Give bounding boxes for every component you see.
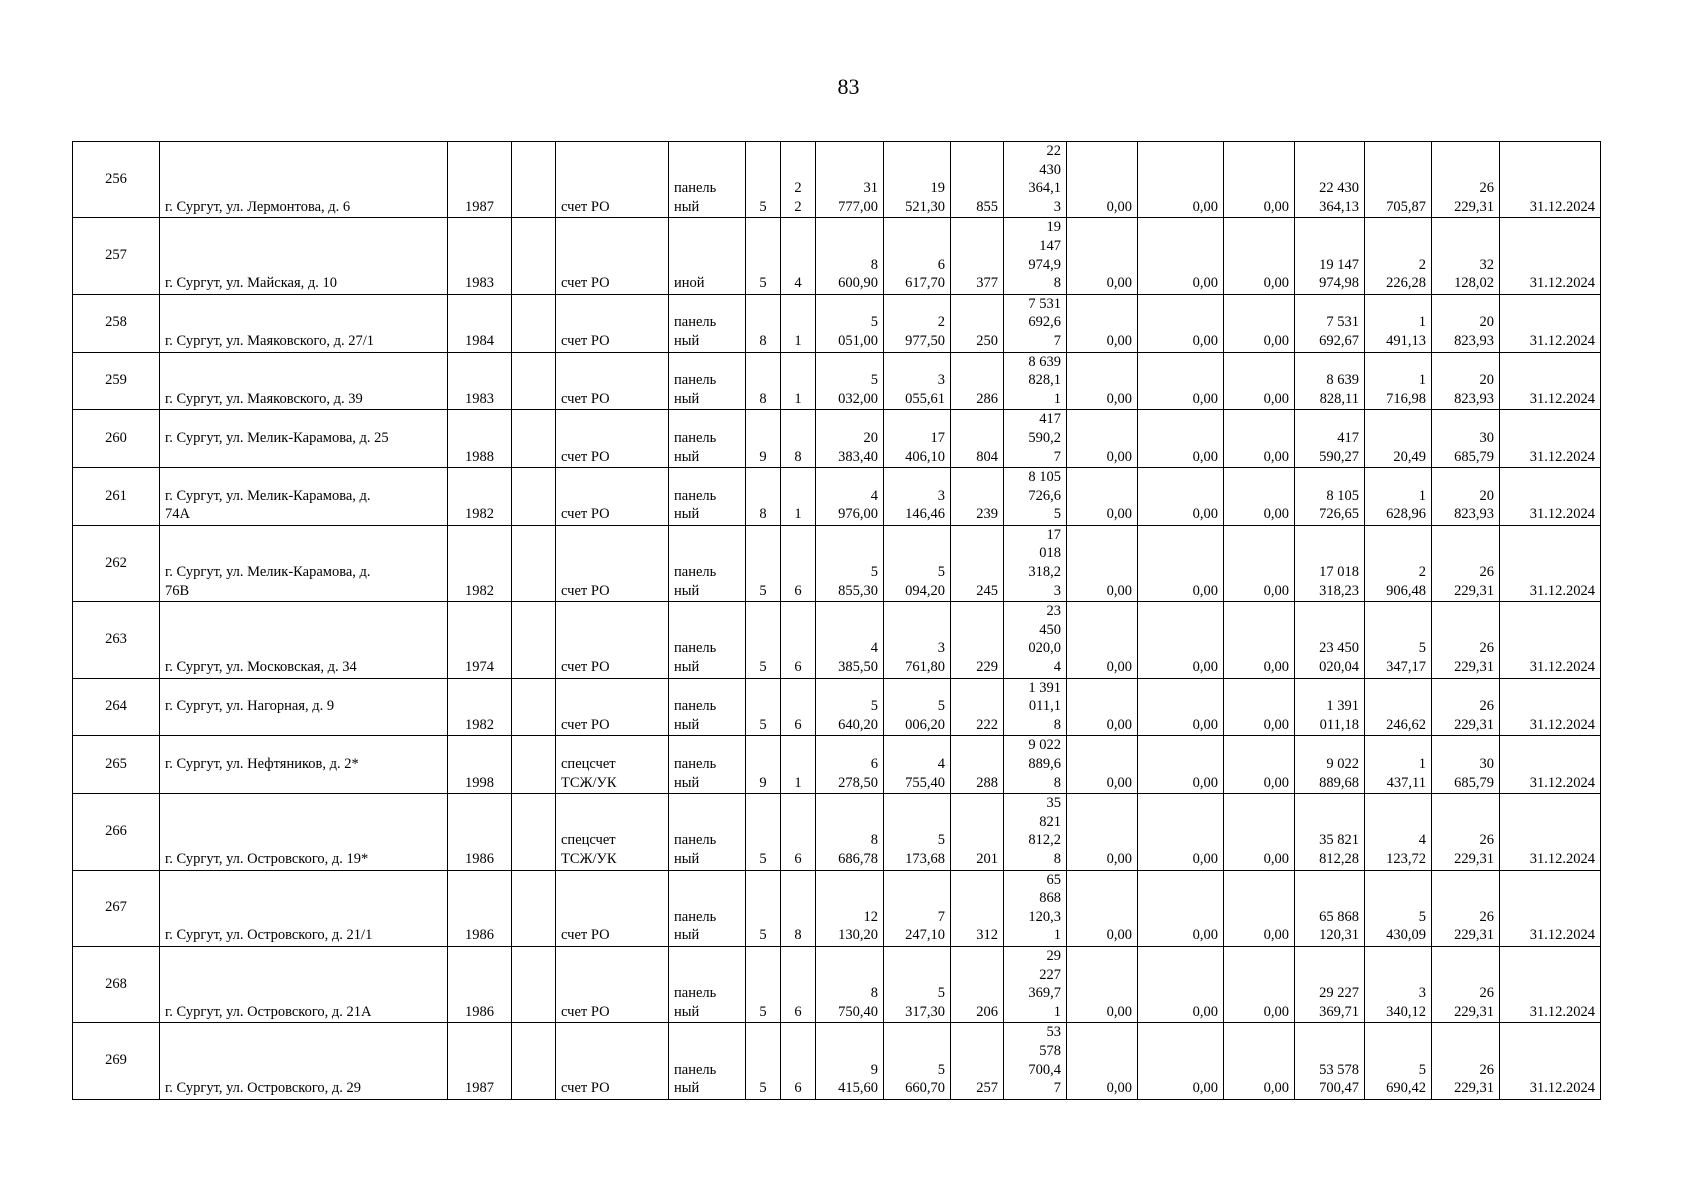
address-cell: г. Сургут, ул. Нефтяников, д. 2* [160,736,448,794]
owners-cost-cell: 417 590,27 [1295,410,1365,468]
fund-value-cell: 0,00 [1224,946,1295,1022]
row-number: 258 [73,294,160,352]
residents-cell: 288 [951,736,1004,794]
row-number: 268 [73,946,160,1022]
deadline-cell: 31.12.2024 [1500,410,1601,468]
row-number: 259 [73,352,160,410]
total-area-cell: 31 777,00 [816,142,884,218]
address-cell: г. Сургут, ул. Мелик-Карамова, д. 76В [160,525,448,601]
empty-cell [512,468,556,526]
cost-per-m2-cell: 1 628,96 [1365,468,1432,526]
empty-cell [512,736,556,794]
owners-cost-cell: 8 639 828,11 [1295,352,1365,410]
fund-value-cell: 0,00 [1138,736,1224,794]
wall-material-cell: панель ный [669,410,746,468]
fund-value-cell: 0,00 [1067,602,1138,678]
fund-value-cell: 0,00 [1067,468,1138,526]
empty-cell [512,218,556,294]
address-cell: г. Сургут, ул. Островского, д. 29 [160,1023,448,1099]
residents-cell: 229 [951,602,1004,678]
empty-cell [512,870,556,946]
living-area-cell: 6 617,70 [884,218,951,294]
address-cell: г. Сургут, ул. Майская, д. 10 [160,218,448,294]
entrances-cell: 6 [781,602,816,678]
account-type-cell: счет РО [556,142,669,218]
total-cost-cell: 9 022 889,6 8 [1004,736,1067,794]
living-area-cell: 2 977,50 [884,294,951,352]
table-row [73,352,1601,410]
year-cell: 1987 [448,142,512,218]
address-cell: г. Сургут, ул. Нагорная, д. 9 [160,678,448,736]
owners-cost-cell: 35 821 812,28 [1295,794,1365,870]
cost-per-m2-cell: 246,62 [1365,678,1432,736]
residents-cell: 201 [951,794,1004,870]
wall-material-cell: панель ный [669,678,746,736]
deadline-cell: 31.12.2024 [1500,218,1601,294]
cost-per-m2-cell: 5 430,09 [1365,870,1432,946]
residents-cell: 239 [951,468,1004,526]
table-row [73,602,1601,678]
deadline-cell: 31.12.2024 [1500,946,1601,1022]
entrances-cell: 1 [781,736,816,794]
fund-value-cell: 0,00 [1224,678,1295,736]
table-row [73,142,1601,218]
cost-per-m2-cell: 4 123,72 [1365,794,1432,870]
residents-cell: 245 [951,525,1004,601]
deadline-cell: 31.12.2024 [1500,468,1601,526]
total-area-cell: 6 278,50 [816,736,884,794]
fund-value-cell: 0,00 [1067,294,1138,352]
deadline-cell: 31.12.2024 [1500,1023,1601,1099]
account-type-cell: счет РО [556,946,669,1022]
empty-cell [512,294,556,352]
wall-material-cell: панель ный [669,1023,746,1099]
total-cost-cell: 8 639 828,1 1 [1004,352,1067,410]
housing-registry-table [72,141,1601,1100]
deadline-cell: 31.12.2024 [1500,602,1601,678]
entrances-cell: 8 [781,410,816,468]
total-cost-cell: 23 450 020,0 4 [1004,602,1067,678]
table-row [73,794,1601,870]
floors-cell: 8 [746,352,781,410]
account-type-cell: счет РО [556,410,669,468]
table-row [73,736,1601,794]
owners-cost-cell: 65 868 120,31 [1295,870,1365,946]
residents-cell: 250 [951,294,1004,352]
living-area-cell: 5 660,70 [884,1023,951,1099]
cost-per-m2-cell: 3 340,12 [1365,946,1432,1022]
living-area-cell: 3 761,80 [884,602,951,678]
fund-value-cell: 0,00 [1138,294,1224,352]
owners-cost-cell: 29 227 369,71 [1295,946,1365,1022]
row-number: 267 [73,870,160,946]
total-area-cell: 5 032,00 [816,352,884,410]
floors-cell: 9 [746,410,781,468]
cost-per-m2-cell: 2 906,48 [1365,525,1432,601]
empty-cell [512,946,556,1022]
fund-value-cell: 0,00 [1224,602,1295,678]
floors-cell: 5 [746,525,781,601]
fund-value-cell: 0,00 [1224,142,1295,218]
row-number: 256 [73,142,160,218]
owners-cost-cell: 23 450 020,04 [1295,602,1365,678]
floors-cell: 5 [746,1023,781,1099]
floors-cell: 5 [746,678,781,736]
total-area-cell: 8 686,78 [816,794,884,870]
limit-per-m2-cell: 32 128,02 [1432,218,1500,294]
empty-cell [512,352,556,410]
fund-value-cell: 0,00 [1138,142,1224,218]
wall-material-cell: панель ный [669,794,746,870]
table-row [73,1023,1601,1099]
limit-per-m2-cell: 20 823,93 [1432,352,1500,410]
year-cell: 1983 [448,352,512,410]
total-area-cell: 4 385,50 [816,602,884,678]
account-type-cell: счет РО [556,468,669,526]
entrances-cell: 6 [781,946,816,1022]
account-type-cell: счет РО [556,525,669,601]
total-cost-cell: 35 821 812,2 8 [1004,794,1067,870]
wall-material-cell: панель ный [669,602,746,678]
fund-value-cell: 0,00 [1224,794,1295,870]
cost-per-m2-cell: 1 437,11 [1365,736,1432,794]
owners-cost-cell: 53 578 700,47 [1295,1023,1365,1099]
owners-cost-cell: 1 391 011,18 [1295,678,1365,736]
entrances-cell: 6 [781,678,816,736]
row-number: 264 [73,678,160,736]
year-cell: 1974 [448,602,512,678]
total-area-cell: 5 855,30 [816,525,884,601]
empty-cell [512,1023,556,1099]
living-area-cell: 3 055,61 [884,352,951,410]
address-cell: г. Сургут, ул. Маяковского, д. 39 [160,352,448,410]
living-area-cell: 5 173,68 [884,794,951,870]
table-row [73,525,1601,601]
fund-value-cell: 0,00 [1067,142,1138,218]
living-area-cell: 5 094,20 [884,525,951,601]
floors-cell: 8 [746,468,781,526]
address-cell: г. Сургут, ул. Островского, д. 21А [160,946,448,1022]
fund-value-cell: 0,00 [1067,794,1138,870]
fund-value-cell: 0,00 [1067,410,1138,468]
total-cost-cell: 29 227 369,7 1 [1004,946,1067,1022]
year-cell: 1986 [448,870,512,946]
entrances-cell: 6 [781,794,816,870]
empty-cell [512,602,556,678]
residents-cell: 257 [951,1023,1004,1099]
residents-cell: 286 [951,352,1004,410]
limit-per-m2-cell: 26 229,31 [1432,678,1500,736]
fund-value-cell: 0,00 [1067,736,1138,794]
table-row [73,870,1601,946]
limit-per-m2-cell: 26 229,31 [1432,602,1500,678]
wall-material-cell: панель ный [669,142,746,218]
cost-per-m2-cell: 1 716,98 [1365,352,1432,410]
fund-value-cell: 0,00 [1067,870,1138,946]
total-area-cell: 9 415,60 [816,1023,884,1099]
table-row [73,468,1601,526]
fund-value-cell: 0,00 [1067,525,1138,601]
total-area-cell: 5 051,00 [816,294,884,352]
wall-material-cell: панель ный [669,525,746,601]
residents-cell: 855 [951,142,1004,218]
fund-value-cell: 0,00 [1138,602,1224,678]
fund-value-cell: 0,00 [1138,352,1224,410]
fund-value-cell: 0,00 [1224,294,1295,352]
year-cell: 1988 [448,410,512,468]
deadline-cell: 31.12.2024 [1500,525,1601,601]
cost-per-m2-cell: 5 347,17 [1365,602,1432,678]
deadline-cell: 31.12.2024 [1500,352,1601,410]
total-cost-cell: 53 578 700,4 7 [1004,1023,1067,1099]
fund-value-cell: 0,00 [1067,218,1138,294]
address-cell: г. Сургут, ул. Мелик-Карамова, д. 74А [160,468,448,526]
year-cell: 1982 [448,678,512,736]
owners-cost-cell: 9 022 889,68 [1295,736,1365,794]
fund-value-cell: 0,00 [1138,218,1224,294]
limit-per-m2-cell: 26 229,31 [1432,946,1500,1022]
limit-per-m2-cell: 30 685,79 [1432,410,1500,468]
total-area-cell: 4 976,00 [816,468,884,526]
fund-value-cell: 0,00 [1138,468,1224,526]
living-area-cell: 7 247,10 [884,870,951,946]
year-cell: 1984 [448,294,512,352]
fund-value-cell: 0,00 [1224,218,1295,294]
wall-material-cell: иной [669,218,746,294]
fund-value-cell: 0,00 [1224,352,1295,410]
deadline-cell: 31.12.2024 [1500,142,1601,218]
fund-value-cell: 0,00 [1138,678,1224,736]
owners-cost-cell: 17 018 318,23 [1295,525,1365,601]
fund-value-cell: 0,00 [1138,410,1224,468]
deadline-cell: 31.12.2024 [1500,678,1601,736]
year-cell: 1986 [448,794,512,870]
living-area-cell: 3 146,46 [884,468,951,526]
fund-value-cell: 0,00 [1138,794,1224,870]
empty-cell [512,794,556,870]
wall-material-cell: панель ный [669,946,746,1022]
floors-cell: 9 [746,736,781,794]
fund-value-cell: 0,00 [1224,870,1295,946]
residents-cell: 312 [951,870,1004,946]
year-cell: 1982 [448,525,512,601]
total-cost-cell: 8 105 726,6 5 [1004,468,1067,526]
entrances-cell: 4 [781,218,816,294]
living-area-cell: 19 521,30 [884,142,951,218]
entrances-cell: 6 [781,1023,816,1099]
total-cost-cell: 417 590,2 7 [1004,410,1067,468]
total-area-cell: 12 130,20 [816,870,884,946]
row-number: 265 [73,736,160,794]
entrances-cell: 1 [781,352,816,410]
cost-per-m2-cell: 705,87 [1365,142,1432,218]
residents-cell: 206 [951,946,1004,1022]
year-cell: 1987 [448,1023,512,1099]
residents-cell: 377 [951,218,1004,294]
total-area-cell: 8 600,90 [816,218,884,294]
limit-per-m2-cell: 30 685,79 [1432,736,1500,794]
row-number: 266 [73,794,160,870]
entrances-cell: 8 [781,870,816,946]
floors-cell: 5 [746,794,781,870]
total-cost-cell: 65 868 120,3 1 [1004,870,1067,946]
account-type-cell: счет РО [556,870,669,946]
year-cell: 1986 [448,946,512,1022]
entrances-cell: 6 [781,525,816,601]
fund-value-cell: 0,00 [1067,946,1138,1022]
limit-per-m2-cell: 20 823,93 [1432,294,1500,352]
limit-per-m2-cell: 20 823,93 [1432,468,1500,526]
empty-cell [512,678,556,736]
empty-cell [512,410,556,468]
wall-material-cell: панель ный [669,736,746,794]
limit-per-m2-cell: 26 229,31 [1432,870,1500,946]
living-area-cell: 5 317,30 [884,946,951,1022]
total-area-cell: 20 383,40 [816,410,884,468]
deadline-cell: 31.12.2024 [1500,794,1601,870]
fund-value-cell: 0,00 [1224,410,1295,468]
limit-per-m2-cell: 26 229,31 [1432,1023,1500,1099]
limit-per-m2-cell: 26 229,31 [1432,142,1500,218]
account-type-cell: счет РО [556,602,669,678]
account-type-cell: счет РО [556,218,669,294]
total-cost-cell: 19 147 974,9 8 [1004,218,1067,294]
wall-material-cell: панель ный [669,468,746,526]
deadline-cell: 31.12.2024 [1500,736,1601,794]
account-type-cell: счет РО [556,294,669,352]
total-cost-cell: 7 531 692,6 7 [1004,294,1067,352]
owners-cost-cell: 7 531 692,67 [1295,294,1365,352]
floors-cell: 5 [746,142,781,218]
address-cell: г. Сургут, ул. Мелик-Карамова, д. 25 [160,410,448,468]
table-body [73,142,1601,1100]
residents-cell: 222 [951,678,1004,736]
fund-value-cell: 0,00 [1224,525,1295,601]
account-type-cell: счет РО [556,352,669,410]
empty-cell [512,142,556,218]
cost-per-m2-cell: 20,49 [1365,410,1432,468]
fund-value-cell: 0,00 [1138,870,1224,946]
address-cell: г. Сургут, ул. Московская, д. 34 [160,602,448,678]
total-cost-cell: 17 018 318,2 3 [1004,525,1067,601]
floors-cell: 5 [746,870,781,946]
total-cost-cell: 22 430 364,1 3 [1004,142,1067,218]
account-type-cell: спецсчет ТСЖ/УК [556,736,669,794]
total-area-cell: 8 750,40 [816,946,884,1022]
cost-per-m2-cell: 5 690,42 [1365,1023,1432,1099]
fund-value-cell: 0,00 [1138,525,1224,601]
entrances-cell: 1 [781,294,816,352]
fund-value-cell: 0,00 [1224,1023,1295,1099]
floors-cell: 5 [746,218,781,294]
deadline-cell: 31.12.2024 [1500,870,1601,946]
owners-cost-cell: 22 430 364,13 [1295,142,1365,218]
address-cell: г. Сургут, ул. Маяковского, д. 27/1 [160,294,448,352]
fund-value-cell: 0,00 [1224,468,1295,526]
wall-material-cell: панель ный [669,352,746,410]
entrances-cell: 1 [781,468,816,526]
table-row [73,678,1601,736]
year-cell: 1998 [448,736,512,794]
floors-cell: 8 [746,294,781,352]
table-row [73,294,1601,352]
living-area-cell: 4 755,40 [884,736,951,794]
address-cell: г. Сургут, ул. Островского, д. 21/1 [160,870,448,946]
year-cell: 1982 [448,468,512,526]
deadline-cell: 31.12.2024 [1500,294,1601,352]
account-type-cell: счет РО [556,678,669,736]
living-area-cell: 17 406,10 [884,410,951,468]
total-area-cell: 5 640,20 [816,678,884,736]
owners-cost-cell: 19 147 974,98 [1295,218,1365,294]
floors-cell: 5 [746,602,781,678]
empty-cell [512,525,556,601]
row-number: 263 [73,602,160,678]
row-number: 262 [73,525,160,601]
cost-per-m2-cell: 1 491,13 [1365,294,1432,352]
account-type-cell: счет РО [556,1023,669,1099]
fund-value-cell: 0,00 [1138,1023,1224,1099]
row-number: 269 [73,1023,160,1099]
fund-value-cell: 0,00 [1224,736,1295,794]
limit-per-m2-cell: 26 229,31 [1432,525,1500,601]
fund-value-cell: 0,00 [1067,352,1138,410]
fund-value-cell: 0,00 [1067,1023,1138,1099]
entrances-cell: 2 2 [781,142,816,218]
owners-cost-cell: 8 105 726,65 [1295,468,1365,526]
wall-material-cell: панель ный [669,870,746,946]
limit-per-m2-cell: 26 229,31 [1432,794,1500,870]
row-number: 257 [73,218,160,294]
address-cell: г. Сургут, ул. Островского, д. 19* [160,794,448,870]
fund-value-cell: 0,00 [1067,678,1138,736]
address-cell: г. Сургут, ул. Лермонтова, д. 6 [160,142,448,218]
floors-cell: 5 [746,946,781,1022]
total-cost-cell: 1 391 011,1 8 [1004,678,1067,736]
table-row [73,946,1601,1022]
wall-material-cell: панель ный [669,294,746,352]
table-row [73,410,1601,468]
page-number: 83 [837,74,860,99]
account-type-cell: спецсчет ТСЖ/УК [556,794,669,870]
row-number: 260 [73,410,160,468]
cost-per-m2-cell: 2 226,28 [1365,218,1432,294]
year-cell: 1983 [448,218,512,294]
fund-value-cell: 0,00 [1138,946,1224,1022]
row-number: 261 [73,468,160,526]
residents-cell: 804 [951,410,1004,468]
table-row [73,218,1601,294]
living-area-cell: 5 006,20 [884,678,951,736]
